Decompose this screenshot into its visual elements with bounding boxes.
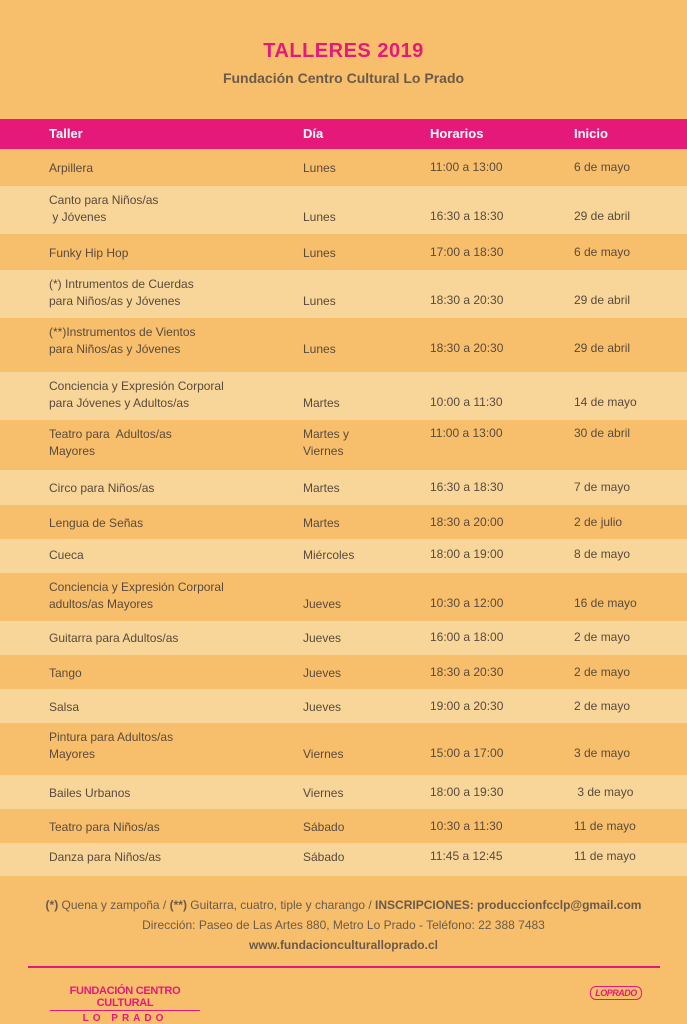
- taller-line: Canto para Niños/as: [49, 193, 159, 207]
- cell-horario: 11:00 a 13:00: [430, 426, 503, 440]
- taller-line: Salsa: [49, 700, 80, 714]
- cell-dia: [303, 849, 344, 866]
- cell-dia: [303, 630, 341, 647]
- table-row: [0, 539, 687, 573]
- table-row: [0, 186, 687, 234]
- cell-inicio: 2 de mayo: [574, 630, 631, 644]
- table-row: [0, 573, 687, 621]
- cell-inicio: 16 de mayo: [574, 596, 637, 610]
- cell-dia: [303, 293, 336, 310]
- page-title: TALLERES 2019: [263, 40, 424, 62]
- taller-line: Danza para Niños/as: [49, 850, 162, 864]
- dia-line: Lunes: [303, 342, 336, 356]
- cell-horario: 18:30 a 20:30: [430, 293, 504, 307]
- cell-taller: [49, 849, 161, 866]
- column-header-dia: Día: [303, 126, 324, 141]
- cell-horario: 16:00 a 18:00: [430, 630, 504, 644]
- table-row: [0, 621, 687, 655]
- taller-line: adultos/as Mayores: [49, 597, 154, 611]
- taller-line: Pintura para Adultos/as: [49, 730, 174, 744]
- taller-line: Funky Hip Hop: [49, 246, 129, 260]
- footer-address: Dirección: Paseo de Las Artes 880, Metro Lo Prado - Teléfono: 22 388 7483: [142, 918, 545, 932]
- cell-dia: [303, 547, 354, 564]
- note-2-text: Guitarra, cuatro, tiple y charango /: [186, 898, 376, 912]
- cell-horario: 18:30 a 20:30: [430, 341, 504, 355]
- cell-dia: [303, 160, 336, 177]
- cell-dia: [303, 819, 344, 836]
- cell-taller: [49, 547, 84, 564]
- cell-dia: [303, 395, 340, 412]
- table-row: [0, 470, 687, 505]
- logo-line-2: LO PRADO: [82, 1013, 168, 1024]
- taller-line: Conciencia y Expresión Corporal: [49, 379, 224, 393]
- taller-line: y Jóvenes: [49, 210, 107, 224]
- taller-line: Arpillera: [49, 161, 94, 175]
- logo-line-1: FUNDACIÓN CENTRO CULTURAL: [50, 985, 200, 1011]
- cell-inicio: 2 de mayo: [574, 665, 631, 679]
- cell-inicio: 30 de abril: [574, 426, 631, 440]
- cell-dia: [303, 426, 349, 460]
- table-row: [0, 149, 687, 186]
- cell-taller: [49, 665, 82, 682]
- dia-line: Martes y: [303, 427, 350, 441]
- dia-line: Viernes: [303, 786, 344, 800]
- column-header-horarios: Horarios: [430, 126, 484, 141]
- cell-taller: [49, 699, 79, 716]
- cell-horario: 17:00 a 18:30: [430, 245, 504, 259]
- inscripciones-email[interactable]: INSCRIPCIONES: produccionfcclp@gmail.com: [375, 898, 642, 912]
- taller-line: Teatro para Niños/as: [49, 820, 160, 834]
- cell-inicio: 2 de mayo: [574, 699, 631, 713]
- table-row: [0, 775, 687, 809]
- cell-dia: [303, 746, 343, 763]
- cell-dia: [303, 699, 341, 716]
- dia-line: Sábado: [303, 850, 345, 864]
- note-2-marker: (**): [169, 898, 187, 912]
- cell-taller: [49, 160, 93, 177]
- cell-horario: 18:30 a 20:30: [430, 665, 504, 679]
- dia-line: Lunes: [303, 210, 336, 224]
- dia-line: Lunes: [303, 161, 336, 175]
- taller-line: Cueca: [49, 548, 84, 562]
- note-1-marker: (*): [45, 898, 59, 912]
- table-header: [0, 119, 687, 149]
- cell-horario: 16:30 a 18:30: [430, 209, 504, 223]
- table-row: [0, 843, 687, 876]
- taller-line: para Jóvenes y Adultos/as: [49, 396, 190, 410]
- cell-inicio: 7 de mayo: [574, 480, 631, 494]
- cell-inicio: 11 de mayo: [574, 819, 636, 833]
- cell-dia: [303, 341, 336, 358]
- table-row: [0, 420, 687, 470]
- cell-horario: 19:00 a 20:30: [430, 699, 504, 713]
- cell-taller: [49, 729, 173, 763]
- cell-inicio: 3 de mayo: [574, 785, 634, 799]
- cell-horario: 10:00 a 11:30: [430, 395, 503, 409]
- taller-line: para Niños/as y Jóvenes: [49, 294, 181, 308]
- cell-horario: 11:45 a 12:45: [430, 849, 503, 863]
- taller-line: Lengua de Señas: [49, 516, 144, 530]
- taller-line: Teatro para Adultos/as: [49, 427, 172, 441]
- loprado-logo: LOPRADO: [590, 986, 642, 1000]
- taller-line: (**)Instrumentos de Vientos: [49, 325, 196, 339]
- table-row: [0, 809, 687, 843]
- table-row: [0, 689, 687, 723]
- dia-line: Lunes: [303, 246, 336, 260]
- table-row: [0, 234, 687, 270]
- table-body: [0, 149, 687, 876]
- taller-line: Conciencia y Expresión Corporal: [49, 580, 224, 594]
- column-header-taller: Taller: [49, 126, 83, 141]
- dia-line: Martes: [303, 516, 340, 530]
- cell-horario: 18:00 a 19:30: [430, 785, 504, 799]
- cell-taller: [49, 785, 130, 802]
- table-row: [0, 655, 687, 689]
- taller-line: para Niños/as y Jóvenes: [49, 342, 181, 356]
- cell-horario: 18:00 a 19:00: [430, 547, 504, 561]
- taller-line: Mayores: [49, 747, 96, 761]
- cell-inicio: 6 de mayo: [574, 245, 631, 259]
- taller-line: Tango: [49, 666, 82, 680]
- cell-taller: [49, 480, 154, 497]
- cell-inicio: 29 de abril: [574, 293, 631, 307]
- cell-dia: [303, 596, 341, 613]
- cell-taller: [49, 426, 172, 460]
- cell-dia: [303, 665, 341, 682]
- cell-inicio: 11 de mayo: [574, 849, 636, 863]
- cell-dia: [303, 480, 340, 497]
- dia-line: Viernes: [303, 444, 344, 458]
- taller-line: Bailes Urbanos: [49, 786, 131, 800]
- dia-line: Lunes: [303, 294, 336, 308]
- cell-inicio: 29 de abril: [574, 209, 631, 223]
- dia-line: Jueves: [303, 700, 342, 714]
- taller-line: (*) Intrumentos de Cuerdas: [49, 277, 194, 291]
- footer-notes: [0, 898, 687, 912]
- cell-taller: [49, 378, 224, 412]
- dia-line: Martes: [303, 481, 340, 495]
- table-row: [0, 318, 687, 372]
- taller-line: Mayores: [49, 444, 96, 458]
- cell-taller: [49, 192, 158, 226]
- dia-line: Sábado: [303, 820, 345, 834]
- table-row: [0, 270, 687, 318]
- cell-taller: [49, 819, 160, 836]
- cell-horario: 10:30 a 11:30: [430, 819, 503, 833]
- taller-line: Circo para Niños/as: [49, 481, 155, 495]
- cell-inicio: 8 de mayo: [574, 547, 631, 561]
- cell-inicio: 3 de mayo: [574, 746, 631, 760]
- cell-inicio: 6 de mayo: [574, 160, 631, 174]
- cell-horario: 16:30 a 18:30: [430, 480, 504, 494]
- cell-dia: [303, 245, 336, 262]
- table-row: [0, 372, 687, 420]
- cell-inicio: 2 de julio: [574, 515, 623, 529]
- dia-line: Jueves: [303, 597, 342, 611]
- dia-line: Miércoles: [303, 548, 355, 562]
- table-row: [0, 505, 687, 539]
- column-header-inicio: Inicio: [574, 126, 608, 141]
- cell-dia: [303, 785, 343, 802]
- dia-line: Viernes: [303, 747, 344, 761]
- footer-website-link[interactable]: www.fundacionculturalloprado.cl: [249, 938, 438, 952]
- note-1-text: Quena y zampoña /: [58, 898, 170, 912]
- cell-dia: [303, 515, 340, 532]
- footer-divider: [28, 966, 660, 968]
- cell-horario: 18:30 a 20:00: [430, 515, 504, 529]
- cell-horario: 10:30 a 12:00: [430, 596, 504, 610]
- cell-taller: [49, 630, 178, 647]
- dia-line: Jueves: [303, 666, 342, 680]
- cell-taller: [49, 276, 194, 310]
- cell-taller: [49, 515, 143, 532]
- dia-line: Jueves: [303, 631, 342, 645]
- dia-line: Martes: [303, 396, 340, 410]
- cell-horario: 15:00 a 17:00: [430, 746, 504, 760]
- cell-taller: [49, 245, 128, 262]
- cell-horario: 11:00 a 13:00: [430, 160, 503, 174]
- page-subtitle: Fundación Centro Cultural Lo Prado: [222, 70, 465, 86]
- cell-dia: [303, 209, 336, 226]
- table-row: [0, 723, 687, 775]
- taller-line: Guitarra para Adultos/as: [49, 631, 179, 645]
- cell-taller: [49, 579, 224, 613]
- cell-taller: [49, 324, 196, 358]
- cell-inicio: 14 de mayo: [574, 395, 637, 409]
- fundacion-logo: [50, 985, 200, 1024]
- cell-inicio: 29 de abril: [574, 341, 631, 355]
